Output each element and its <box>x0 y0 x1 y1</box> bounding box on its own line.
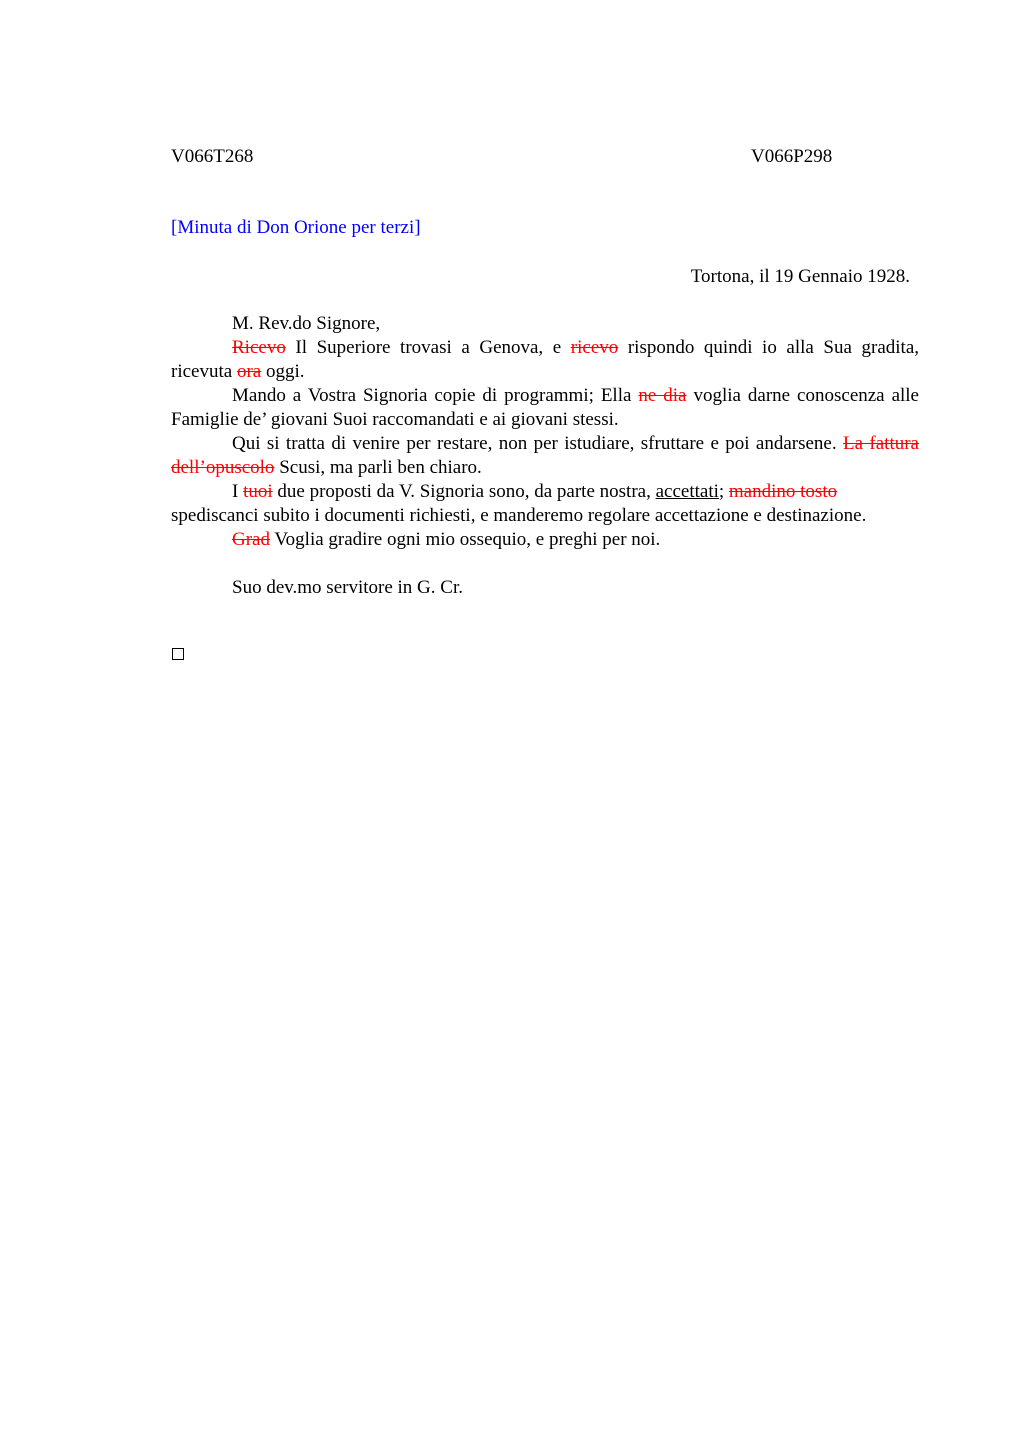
deleted-text: tuoi <box>243 481 273 502</box>
deleted-text: La fattura dell’opuscolo <box>171 433 919 478</box>
paragraph-4 <box>171 480 919 528</box>
paragraph-text: voglia darne conoscenza alle Famiglie de’ giovani Suoi raccomandati e ai giovani stessi. <box>171 385 919 430</box>
underlined-text: accettati <box>655 481 719 502</box>
editorial-note: [Minuta di Don Orione per terzi] <box>171 217 421 238</box>
document-code-left: V066T268 <box>171 146 254 167</box>
deleted-text: ne dia <box>638 385 687 406</box>
paragraph-text: ; <box>718 481 729 502</box>
paragraph-text: spediscanci subito i documenti richiesti, e manderemo regolare accettazione e destinazione. <box>171 505 867 526</box>
closing: Suo dev.mo servitore in G. Cr. <box>232 577 463 598</box>
paragraph-5 <box>171 528 919 552</box>
paragraph-text: Qui si tratta di venire per restare, non per istudiare, sfruttare e poi andarsene. <box>232 433 843 454</box>
spacer <box>171 552 919 576</box>
deleted-text: ricevo <box>570 337 619 358</box>
paragraph-text: due proposti da V. Signoria sono, da parte nostra, <box>272 481 656 502</box>
document-code-right: V066P298 <box>751 146 833 167</box>
paragraph-text: oggi. <box>261 361 305 382</box>
deleted-text: Ricevo <box>232 337 286 358</box>
paragraph-text: Il Superiore trovasi a Genova, e <box>285 337 571 358</box>
date-line: Tortona, il 19 Gennaio 1928. <box>690 266 910 287</box>
salutation: M. Rev.do Signore, <box>232 313 381 334</box>
deleted-text: Grad <box>232 529 270 550</box>
paragraph-text: rispondo quindi io alla Sua gradita, ricevuta <box>171 337 920 382</box>
paragraph-text: I <box>232 481 244 502</box>
paragraph-2 <box>171 384 919 432</box>
paragraph-text: Voglia gradire ogni mio ossequio, e preghi per noi. <box>269 529 661 550</box>
paragraph-text: Scusi, ma parli ben chiaro. <box>274 457 482 478</box>
paragraph-3 <box>171 432 919 480</box>
checkbox-icon <box>172 648 184 660</box>
paragraph-text: Mando a Vostra Signoria copie di programmi; Ella <box>232 385 639 406</box>
letter-body <box>171 312 919 600</box>
deleted-text: mandino tosto <box>728 481 838 502</box>
paragraph-1 <box>171 336 919 384</box>
deleted-text: ora <box>236 361 262 382</box>
